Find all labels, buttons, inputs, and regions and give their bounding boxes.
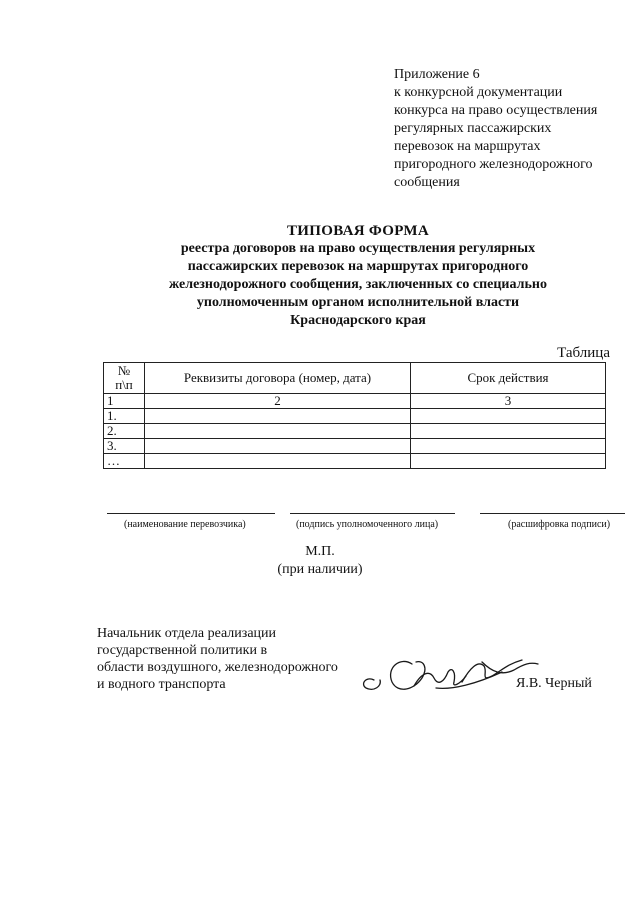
document-title — [60, 222, 640, 330]
person-caption: (подпись уполномоченного лица) — [296, 519, 439, 530]
title-line: пассажирских перевозок на маршрутах пригородного — [187, 259, 529, 274]
decoding-caption: (расшифровка подписи) — [508, 519, 611, 530]
handwritten-signature — [352, 642, 542, 702]
row-term — [411, 424, 606, 439]
title-main: ТИПОВАЯ ФОРМА — [287, 223, 429, 239]
title-line: реестра договоров на право осуществления регулярных — [180, 241, 536, 256]
title-line: железнодорожного сообщения, заключенных со специально — [169, 277, 547, 292]
row-term — [411, 409, 606, 424]
registry-table — [103, 362, 606, 469]
title-line: уполномоченным органом исполнительной власти — [196, 295, 520, 310]
table-row — [104, 439, 606, 454]
chief-line: государственной политики в — [97, 643, 268, 658]
carrier-caption: (наименование перевозчика) — [124, 519, 246, 530]
chief-line: Начальник отдела реализации — [97, 626, 277, 641]
appendix-line: конкурса на право осуществления — [394, 103, 598, 118]
decoding-signature-line — [480, 513, 625, 514]
row-requisites — [145, 424, 411, 439]
chief-line: и водного транспорта — [97, 677, 226, 692]
row-requisites — [145, 454, 411, 469]
table-row — [104, 409, 606, 424]
numbering-cell: 3 — [411, 394, 606, 409]
table-caption: Таблица — [557, 345, 610, 361]
appendix-line: регулярных пассажирских — [394, 121, 552, 136]
row-requisites — [145, 439, 411, 454]
row-term — [411, 454, 606, 469]
row-number: 2. — [104, 424, 145, 439]
header-term: Срок действия — [411, 363, 606, 394]
chief-name: Я.В. Черный — [516, 676, 592, 691]
table-header-row — [104, 363, 606, 394]
title-line: Краснодарского края — [290, 313, 426, 328]
chief-line: области воздушного, железнодорожного — [97, 660, 338, 675]
row-requisites — [145, 409, 411, 424]
numbering-cell: 1 — [104, 394, 145, 409]
row-number: … — [104, 454, 145, 469]
appendix-block — [394, 66, 624, 192]
stamp-label: М.П. — [305, 544, 335, 559]
chief-position — [97, 625, 338, 693]
appendix-line: к конкурсной документации — [394, 85, 563, 100]
table-row — [104, 454, 606, 469]
header-number-line1: № — [117, 363, 131, 378]
appendix-line: пригородного железнодорожного — [394, 157, 593, 172]
header-requisites: Реквизиты договора (номер, дата) — [145, 363, 411, 394]
appendix-line: Приложение 6 — [394, 67, 480, 82]
stamp-note: (при наличии) — [277, 562, 363, 577]
header-number-line2: п\п — [115, 377, 133, 392]
appendix-line: сообщения — [394, 175, 460, 190]
table-row — [104, 424, 606, 439]
person-signature-line — [290, 513, 455, 514]
row-number: 1. — [104, 409, 145, 424]
numbering-cell: 2 — [145, 394, 411, 409]
row-term — [411, 439, 606, 454]
row-number: 3. — [104, 439, 145, 454]
header-number — [104, 363, 145, 394]
numbering-row — [104, 394, 606, 409]
appendix-line: перевозок на маршрутах — [394, 139, 541, 154]
carrier-signature-line — [107, 513, 275, 514]
